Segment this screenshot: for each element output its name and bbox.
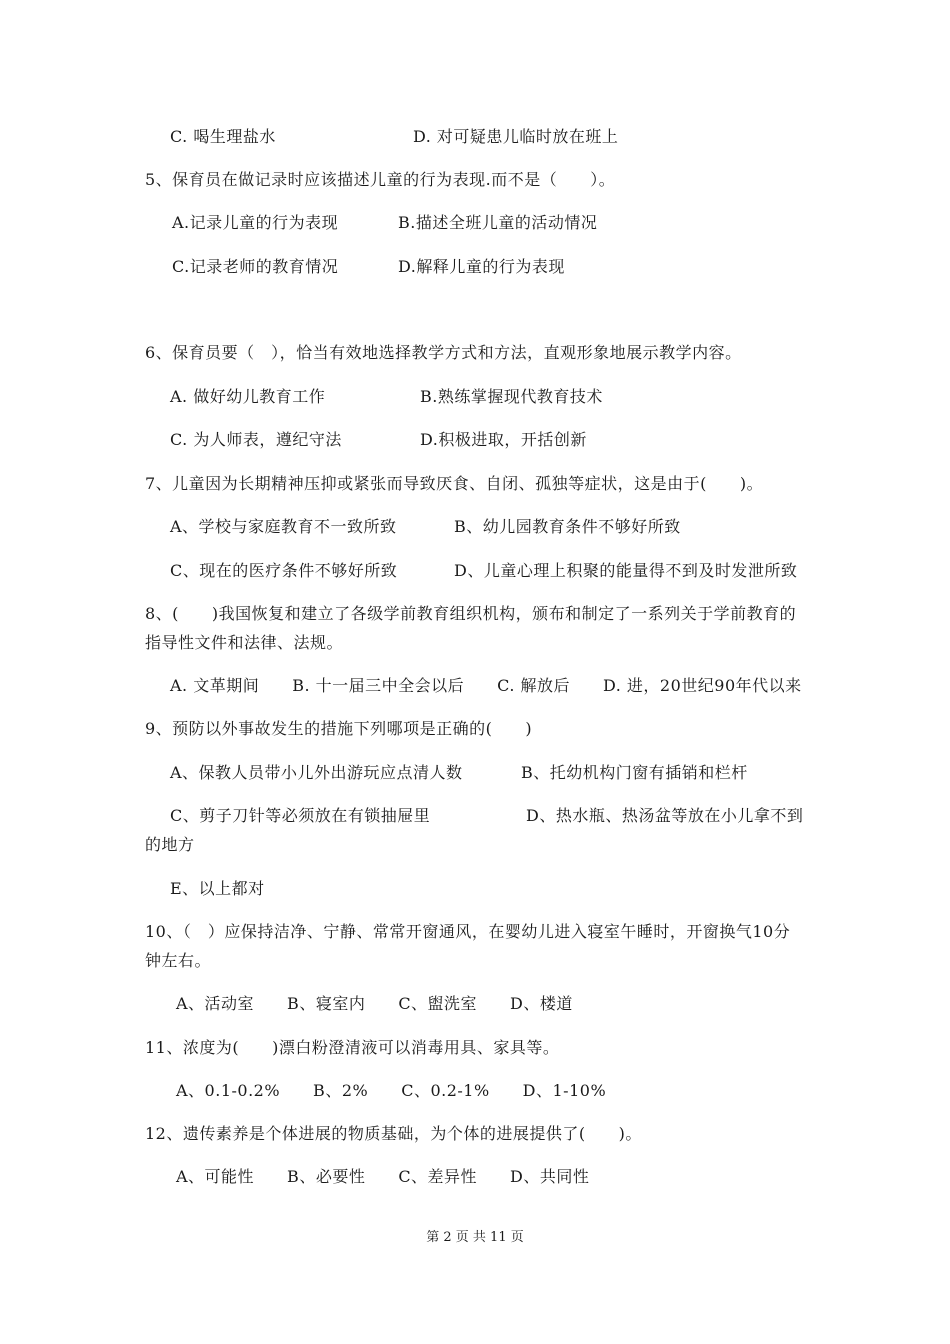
q6-option-c: C. 为人师表，遵纪守法 — [170, 430, 342, 449]
page-footer: 第 2 页 共 11 页 — [426, 1230, 524, 1245]
q5-option-b: B.描述全班儿童的活动情况 — [398, 213, 598, 232]
q10-stem-line2: 钟左右。 — [145, 951, 212, 970]
q6-option-b: B.熟练掌握现代教育技术 — [420, 387, 603, 406]
q5-option-d: D.解释儿童的行为表现 — [398, 257, 565, 276]
q7-option-a: A、学校与家庭教育不一致所致 — [170, 517, 397, 536]
q7-option-c: C、现在的医疗条件不够好所致 — [170, 561, 398, 580]
q6-option-d: D.积极进取，开括创新 — [420, 430, 587, 449]
q8-options: A. 文革期间 B. 十一届三中全会以后 C. 解放后 D. 进，20世纪90年代以来 — [170, 676, 802, 695]
q4-option-d: D. 对可疑患儿临时放在班上 — [413, 127, 619, 146]
q9-option-c: C、剪子刀针等必须放在有锁抽屉里 — [170, 806, 431, 825]
q5-option-a: A.记录儿童的行为表现 — [172, 213, 339, 232]
q9-option-e: E、以上都对 — [170, 879, 265, 898]
q6-option-a: A. 做好幼儿教育工作 — [170, 387, 326, 406]
q7-option-d: D、儿童心理上积聚的能量得不到及时发泄所致 — [454, 561, 798, 580]
q6-stem: 6、保育员要（ ），恰当有效地选择教学方式和方法，直观形象地展示教学内容。 — [145, 343, 742, 362]
q9-option-b: B、托幼机构门窗有插销和栏杆 — [521, 763, 748, 782]
q10-stem-line1: 10、（ ）应保持洁净、宁静、常常开窗通风，在婴幼儿进入寝室午睡时，开窗换气10分 — [145, 922, 791, 941]
q12-stem: 12、遗传素养是个体进展的物质基础，为个体的进展提供了( )。 — [145, 1124, 642, 1143]
q9-option-a: A、保教人员带小儿外出游玩应点清人数 — [170, 763, 463, 782]
q4-option-c: C. 喝生理盐水 — [170, 127, 276, 146]
q5-stem: 5、保育员在做记录时应该描述儿童的行为表现.而不是（ ）。 — [145, 170, 616, 189]
q9-stem: 9、预防以外事故发生的措施下列哪项是正确的( ) — [145, 719, 533, 738]
q9-option-d: D、热水瓶、热汤盆等放在小儿拿不到 — [526, 806, 804, 825]
q8-stem-line2: 指导性文件和法律、法规。 — [145, 633, 344, 652]
q11-options: A、0.1-0.2% B、2% C、0.2-1% D、1-10% — [176, 1081, 607, 1100]
q9-option-d-continued: 的地方 — [145, 835, 195, 854]
q10-options: A、活动室 B、寝室内 C、盥洗室 D、楼道 — [176, 994, 573, 1013]
q12-options: A、可能性 B、必要性 C、差异性 D、共同性 — [176, 1167, 590, 1186]
q5-option-c: C.记录老师的教育情况 — [172, 257, 339, 276]
q11-stem: 11、浓度为( )漂白粉澄清液可以消毒用具、家具等。 — [145, 1038, 560, 1057]
q8-stem-line1: 8、( )我国恢复和建立了各级学前教育组织机构，颁布和制定了一系列关于学前教育的 — [145, 604, 797, 623]
q7-option-b: B、幼儿园教育条件不够好所致 — [454, 517, 681, 536]
q7-stem: 7、儿童因为长期精神压抑或紧张而导致厌食、自闭、孤独等症状，这是由于( )。 — [145, 474, 764, 493]
